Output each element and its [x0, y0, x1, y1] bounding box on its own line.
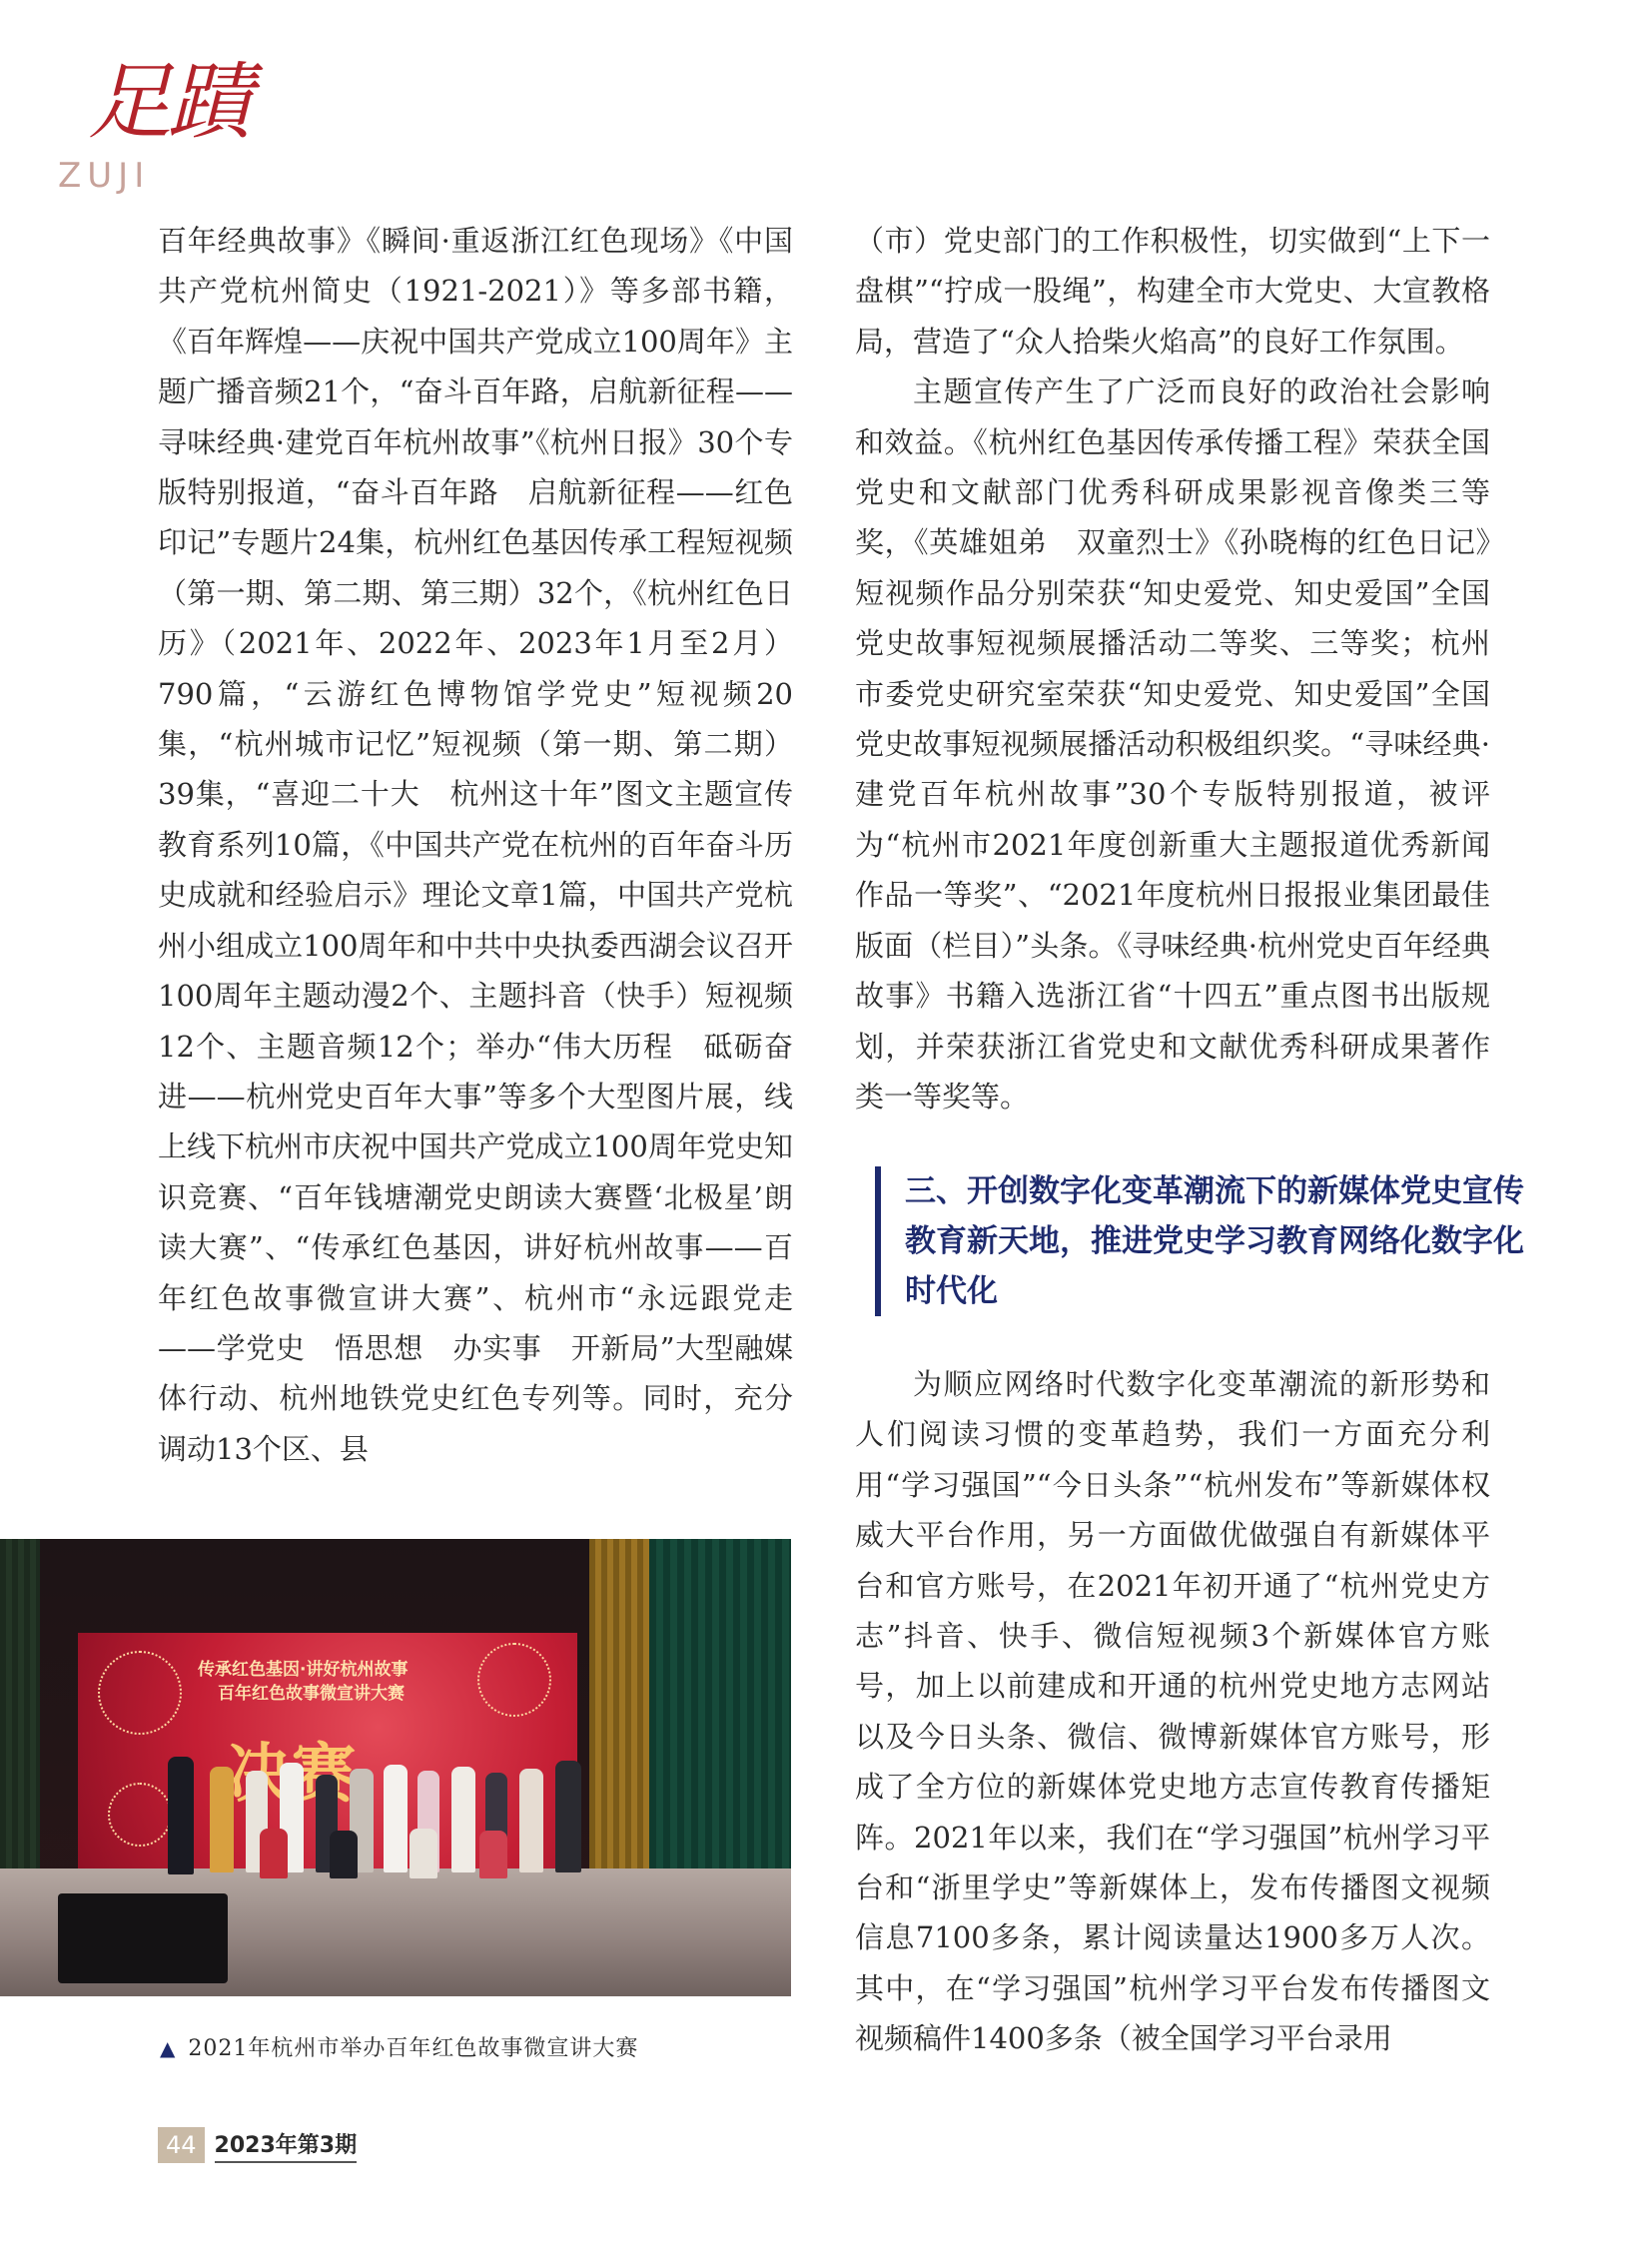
person-figure	[330, 1831, 358, 1878]
photo-caption	[160, 2031, 638, 2062]
logo-chinese: 足蹟	[88, 53, 249, 151]
photo-stage-icon	[0, 1539, 791, 1996]
person-figure	[168, 1757, 194, 1874]
firework-decoration	[98, 1651, 182, 1735]
masthead-logo	[58, 53, 249, 196]
person-figure	[451, 1767, 475, 1872]
page-footer	[158, 2127, 357, 2163]
person-figure	[260, 1829, 288, 1878]
screen-title-line-1: 传承红色基因·讲好杭州故事	[198, 1660, 409, 1680]
firework-decoration	[477, 1643, 551, 1717]
firework-decoration	[108, 1783, 172, 1847]
curtain-green	[649, 1539, 791, 1918]
person-figure	[519, 1769, 543, 1872]
triangle-marker-icon: ▲	[160, 2036, 177, 2060]
curtain-left	[0, 1539, 40, 1908]
caption-text: 2021年杭州市举办百年红色故事微宣讲大赛	[188, 2036, 639, 2061]
right-paragraph-3: 为顺应网络时代数字化变革潮流的新形势和人们阅读习惯的变革趋势，我们一方面充分利用“学习强国”“今日头条”“杭州发布”等新媒体权威大平台作用，另一方面做优做强自有新媒体平台和官方账号，在2021年初开通了“杭州党史方志”抖音、快手、微信短视频3个新媒体官方账号，加上以前建成和开通的杭州党史地方志网站以及今日头条、微信、微博新媒体官方账号，形成了全方位的新媒体党史地方志宣传教育传播矩阵。2021年以来，我们在“学习强国”杭州学习平台和“浙里学史”等新媒体上，发布传播图文视频信息7100多条，累计阅读量达1900多万人次。其中，在“学习强国”杭州学习平台发布传播图文视频稿件1400多条（被全国学习平台录用	[855, 1367, 1490, 2056]
curtain-gold	[589, 1539, 649, 1908]
left-paragraph: 百年经典故事》《瞬间·重返浙江红色现场》《中国共产党杭州简史（1921-2021）》等多部书籍，《百年辉煌——庆祝中国共产党成立100周年》主题广播音频21个，“奋斗百年路，启航新征程——寻味经典·建党百年杭州故事”《杭州日报》30个专版特别报道，“奋斗百年路 启航新征程——红色印记”专题片24集，杭州红色基因传承工程短视频（第一期、第二期、第三期）32个，《杭州红色日历》（2021年、2022年、2023年1月至2月）790篇，“云游红色博物馆学党史”短视频20集，“杭州城市记忆”短视频（第一期、第二期）39集，“喜迎二十大 杭州这十年”图文主题宣传教育系列10篇，《中国共产党在杭州的百年奋斗历史成就和经验启示》理论文章1篇，中国共产党杭州小组成立100周年和中共中央执委西湖会议召开100周年主题动漫2个、主题抖音（快手）短视频12个、主题音频12个；举办“伟大历程 砥砺奋进——杭州党史百年大事”等多个大型图片展，线上线下杭州市庆祝中国共产党成立100周年党史知识竞赛、“百年钱塘潮党史朗读大赛暨‘北极星’朗读大赛”、“传承红色基因，讲好杭州故事——百年红色故事微宣讲大赛”、杭州市“永远跟党走——学党史 悟思想 办实事 开新局”大型融媒体行动、杭州地铁党史红色专列等。同时，充分调动13个区、县	[158, 224, 793, 1466]
person-figure	[210, 1767, 234, 1872]
right-column-top	[855, 216, 1490, 1121]
screen-title-line-2: 百年红色故事微宣讲大赛	[218, 1684, 405, 1704]
right-column-bottom	[855, 1359, 1490, 2064]
person-figure	[384, 1765, 408, 1872]
person-figure	[555, 1761, 581, 1872]
stage-speaker	[58, 1893, 228, 1983]
right-paragraph-1: （市）党史部门的工作积极性，切实做到“上下一盘棋”“拧成一股绳”，构建全市大党史、大宣教格局，营造了“众人拾柴火焰高”的良好工作氛围。	[855, 224, 1490, 359]
person-figure	[479, 1831, 507, 1878]
page-number: 44	[158, 2127, 205, 2163]
logo-pinyin: ZUJI	[58, 156, 151, 196]
person-figure	[410, 1829, 437, 1878]
section-heading: 三、开创数字化变革潮流下的新媒体党史宣传教育新天地，推进党史学习教育网络化数字化时代化	[875, 1166, 1524, 1316]
left-column	[158, 216, 793, 1474]
right-paragraph-2: 主题宣传产生了广泛而良好的政治社会影响和效益。《杭州红色基因传承传播工程》荣获全国党史和文献部门优秀科研成果影视音像类三等奖，《英雄姐弟 双童烈士》《孙晓梅的红色日记》短视频作品分别荣获“知史爱党、知史爱国”全国党史故事短视频展播活动二等奖、三等奖；杭州市委党史研究室荣获“知史爱党、知史爱国”全国党史故事短视频展播活动积极组织奖。“寻味经典·建党百年杭州故事”30个专版特别报道，被评为“杭州市2021年度创新重大主题报道优秀新闻作品一等奖”、“2021年度杭州日报报业集团最佳版面（栏目）”头条。《寻味经典·杭州党史百年经典故事》书籍入选浙江省“十四五”重点图书出版规划，并荣获浙江省党史和文献优秀科研成果著作类一等奖等。	[855, 374, 1490, 1114]
issue-label: 2023年第3期	[215, 2128, 358, 2163]
